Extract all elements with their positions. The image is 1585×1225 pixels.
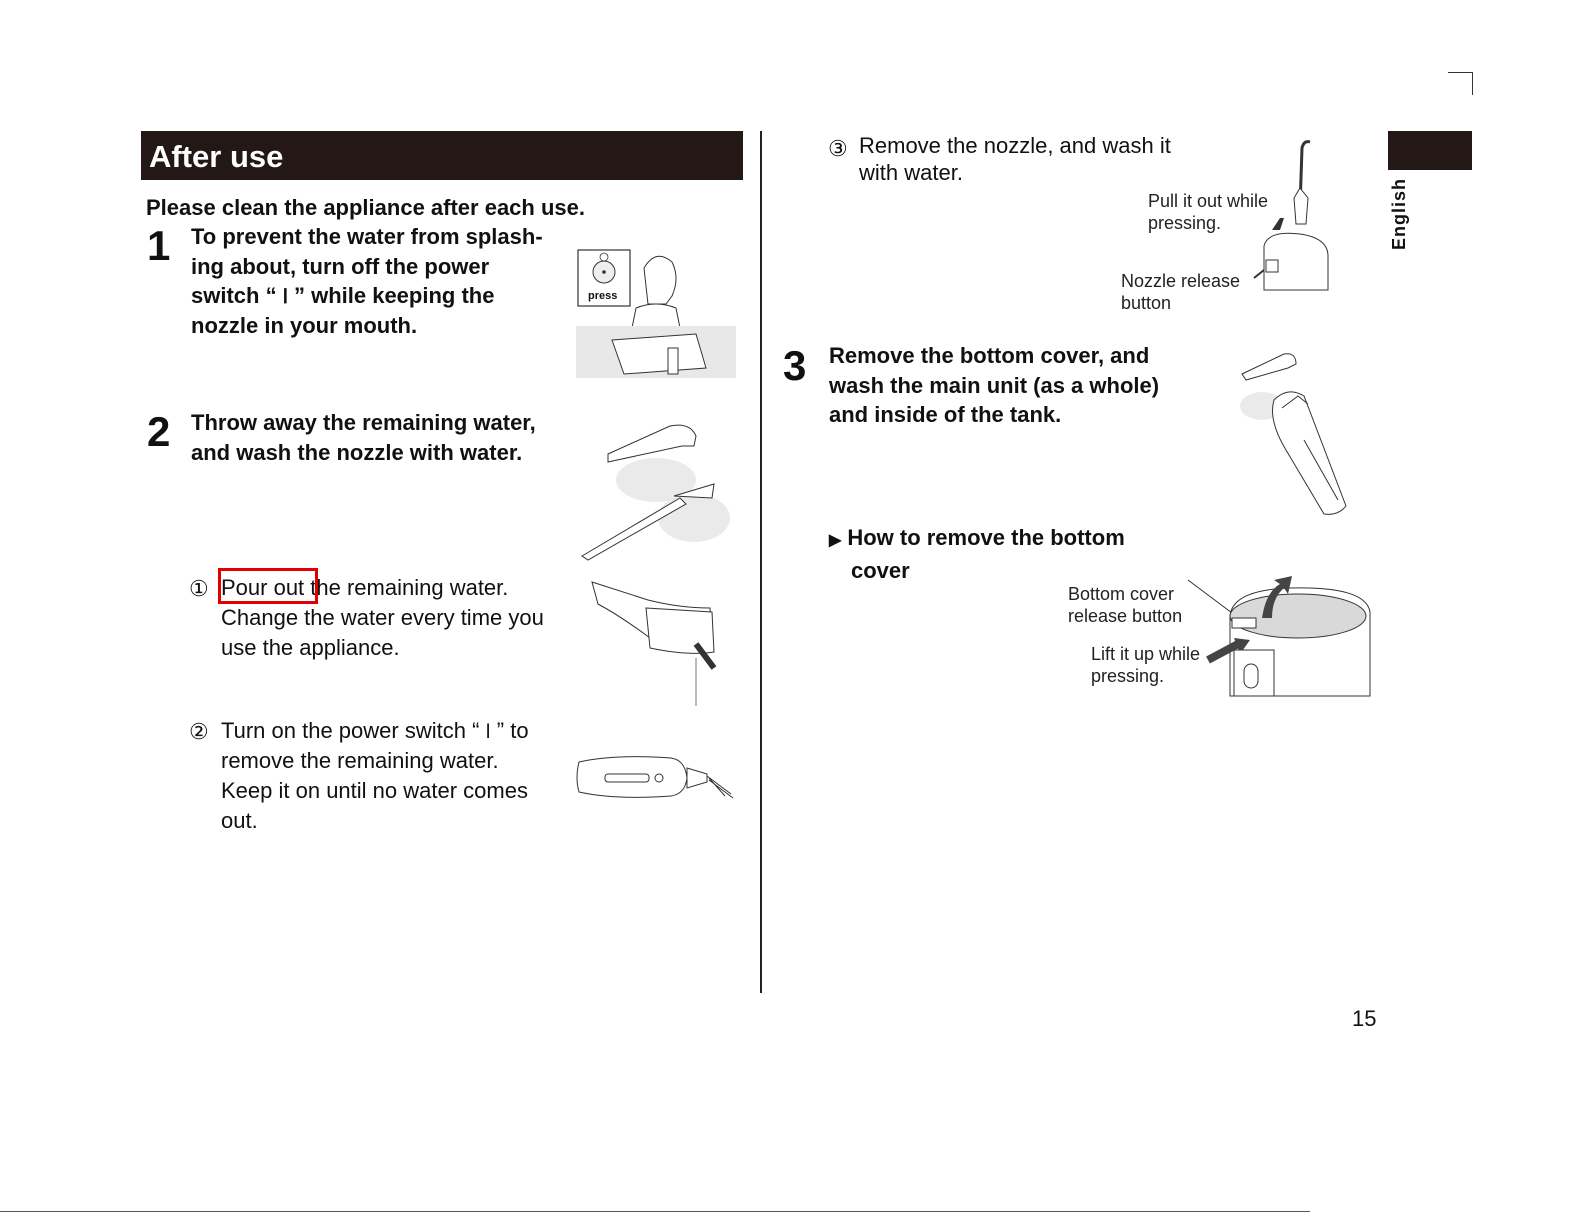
intro-text: Please clean the appliance after each use. — [146, 195, 585, 220]
substep-3-marker: ③ — [828, 136, 848, 161]
text-line: Lift it up while — [1091, 644, 1201, 664]
text-line: ing about, turn off the power — [191, 253, 490, 279]
text-line: nozzle in your mouth. — [191, 312, 418, 338]
callout-nozzle-release — [1121, 270, 1240, 314]
text-line: and inside of the tank. — [829, 402, 1062, 427]
text-line: Remove the bottom cover, and — [829, 343, 1150, 368]
text-line: and wash the nozzle with water. — [191, 439, 523, 465]
text-line: pressing. — [1091, 666, 1165, 686]
language-tab — [1388, 131, 1472, 170]
step-1-text — [191, 222, 543, 340]
text-line: with water. — [859, 160, 963, 185]
text-line: remove the remaining water. — [221, 748, 499, 773]
step-2-text — [191, 408, 536, 467]
text-line: Change the water every time you — [221, 605, 544, 630]
text-line: Pull it out while — [1148, 191, 1269, 211]
text-line: out. — [221, 808, 258, 833]
step-2-number: 2 — [147, 408, 171, 455]
step-1-number: 1 — [147, 222, 171, 269]
substep-2-marker: ② — [189, 719, 209, 744]
text-line: Pour out the remaining water. — [221, 575, 509, 600]
illustration-pour-water — [588, 578, 728, 708]
page-number: 15 — [1352, 1006, 1377, 1031]
text-line: pressing. — [1148, 213, 1222, 233]
highlight-box — [218, 568, 318, 604]
substep-2-text — [221, 716, 529, 836]
illustration-device-on — [575, 752, 740, 807]
text-line: cover — [851, 557, 910, 583]
triangle-bullet-icon: ▶ — [829, 532, 842, 549]
illustration-remove-nozzle — [1250, 138, 1340, 294]
language-label: English — [1389, 177, 1409, 250]
substep-1-marker: ① — [189, 576, 209, 601]
section-header — [141, 131, 743, 180]
text-line: To prevent the water from splash- — [191, 224, 543, 249]
text-line: wash the main unit (as a whole) — [829, 372, 1160, 398]
section-title: After use — [149, 139, 284, 174]
illustration-wash-main-unit — [1238, 350, 1358, 518]
press-label: press — [588, 290, 618, 302]
step-3-number: 3 — [783, 342, 807, 389]
text-line: Bottom cover — [1068, 584, 1175, 604]
howto-heading — [829, 523, 1125, 585]
text-line: Turn on the power switch “⏽” to — [221, 718, 529, 743]
text-line: Remove the nozzle, and wash it — [859, 133, 1171, 158]
text-line: How to remove the bottom — [847, 525, 1125, 550]
column-divider — [760, 131, 762, 993]
illustration-turn-off — [576, 248, 736, 378]
text-line: Throw away the remaining water, — [191, 410, 536, 435]
illustration-bottom-cover — [1180, 572, 1380, 700]
bottom-rule — [0, 1211, 1310, 1212]
crop-mark — [1448, 72, 1473, 95]
text-line: Nozzle release — [1121, 271, 1241, 291]
text-line: button — [1121, 293, 1172, 313]
text-line: use the appliance. — [221, 635, 400, 660]
illustration-wash-nozzle — [578, 418, 738, 563]
callout-bottom-cover-release — [1068, 583, 1182, 627]
text-line: switch “⏽” while keeping the — [191, 283, 495, 308]
text-line: release button — [1068, 606, 1183, 626]
substep-3-text — [859, 132, 1171, 186]
text-line: Keep it on until no water comes — [221, 778, 528, 803]
step-3-text — [829, 341, 1159, 430]
